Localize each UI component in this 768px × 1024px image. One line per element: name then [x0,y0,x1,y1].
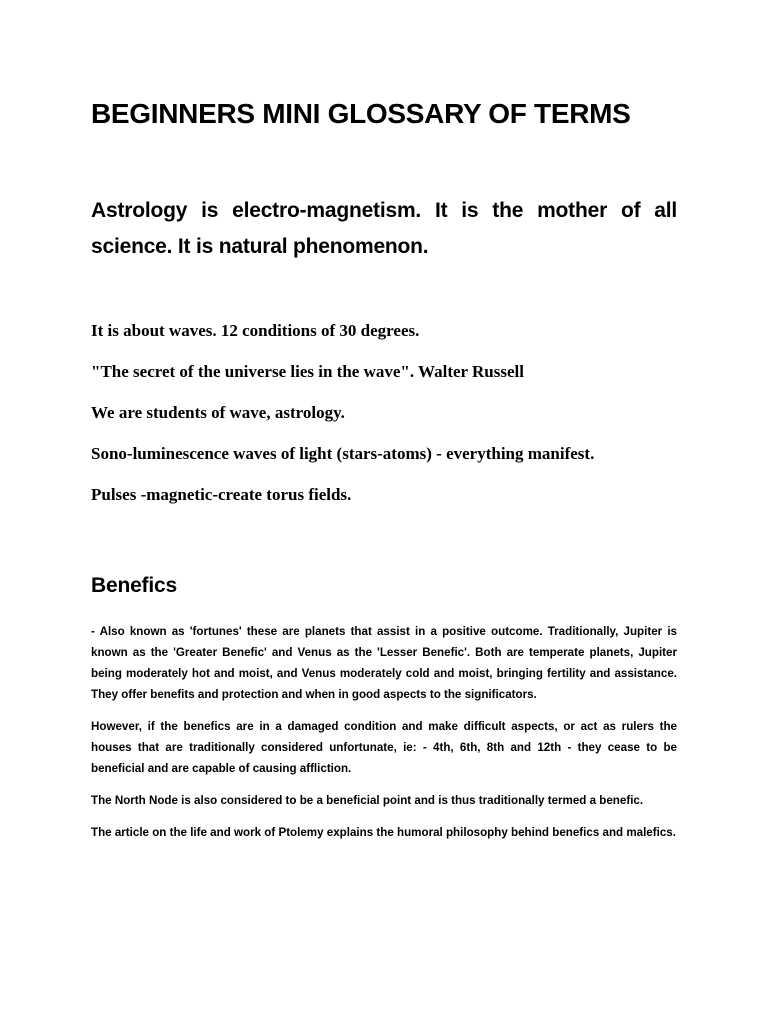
intro-statement: Astrology is electro-magnetism. It is the mother of all science. It is natural phenomenon. [91,199,677,258]
statement-line: It is about waves. 12 conditions of 30 degrees. [91,321,420,340]
benefics-body [91,621,677,854]
body-paragraph: - Also known as 'fortunes' these are planets that assist in a positive outcome. Traditionally, Jupiter is known as the 'Greater Benefic' and Venus as the 'Lesser Benefic'. Both are temperate planets, Jupiter being moderately hot and moist, and Venus moderately cold and moist, bringing fertility and assistance. They offer benefits and protection and when in good aspects to the significators. [91,625,677,701]
statement-line: Pulses -magnetic-create torus fields. [91,485,352,504]
statement-line: "The secret of the universe lies in the wave". Walter Russell [91,362,524,381]
body-paragraph: However, if the benefics are in a damaged condition and make difficult aspects, or act as rulers the houses that are traditionally considered unfortunate, ie: - 4th, 6th, 8th and 12th - they cease to be beneficial and are capable of causing affliction. [91,720,677,775]
body-paragraph: The article on the life and work of Ptolemy explains the humoral philosophy behind benefics and malefics. [91,826,676,839]
section-heading-benefics: Benefics [91,574,177,597]
statement-line: Sono-luminescence waves of light (stars-atoms) - everything manifest. [91,444,595,463]
statement-list [91,320,677,525]
body-paragraph: The North Node is also considered to be a beneficial point and is thus traditionally termed a benefic. [91,794,644,807]
document-title: BEGINNERS MINI GLOSSARY OF TERMS [91,98,631,129]
statement-line: We are students of wave, astrology. [91,403,345,422]
